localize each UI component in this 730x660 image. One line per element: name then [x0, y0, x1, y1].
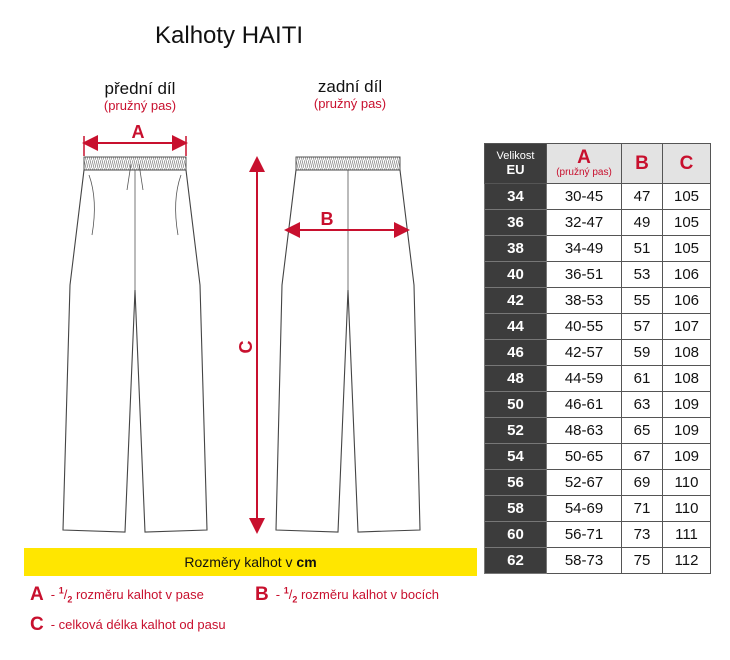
legend-c [30, 614, 226, 636]
a-cell: 50-65 [547, 444, 622, 470]
a-cell: 30-45 [547, 184, 622, 210]
size-row [485, 522, 711, 548]
b-cell: 51 [622, 236, 663, 262]
size-cell: 50 [485, 392, 547, 418]
dimension-b-label: B [320, 209, 334, 229]
size-cell: 38 [485, 236, 547, 262]
back-waistband [296, 157, 400, 170]
legend-a-prefix: - [50, 587, 59, 602]
a-cell: 46-61 [547, 392, 622, 418]
page-title: Kalhoty HAITI [155, 22, 304, 49]
header-a-sub: (pružný pas) [556, 167, 612, 178]
legend-b-half-num: 1 [283, 585, 289, 596]
a-cell: 38-53 [547, 288, 622, 314]
a-cell: 52-67 [547, 470, 622, 496]
back-pants-drawing [276, 157, 420, 532]
a-cell: 42-57 [547, 340, 622, 366]
front-pants-drawing [63, 157, 207, 532]
size-row [485, 236, 711, 262]
legend-b-key: B [255, 584, 269, 605]
back-view-title: zadní díl [317, 77, 383, 96]
front-view-title: přední díl [104, 79, 176, 98]
c-cell: 105 [663, 210, 711, 236]
units-unit: cm [296, 554, 317, 570]
size-cell: 34 [485, 184, 547, 210]
size-row [485, 392, 711, 418]
front-view-sublabel: (pružný pas) [103, 98, 177, 113]
size-row [485, 366, 711, 392]
size-cell: 48 [485, 366, 547, 392]
c-cell: 111 [663, 522, 711, 548]
a-cell: 58-73 [547, 548, 622, 574]
size-row [485, 340, 711, 366]
b-cell: 59 [622, 340, 663, 366]
b-cell: 61 [622, 366, 663, 392]
size-cell: 36 [485, 210, 547, 236]
legend-a-key: A [30, 584, 44, 605]
a-cell: 54-69 [547, 496, 622, 522]
legend-a: A - $^1/_2$ rozměru kalhot v pase [30, 584, 204, 605]
c-cell: 112 [663, 548, 711, 574]
dimension-a-label: A [131, 122, 145, 142]
legend-a-half-num: 1 [58, 585, 64, 596]
legend-a-half-den: 2 [67, 594, 73, 605]
a-cell: 34-49 [547, 236, 622, 262]
size-table-header [485, 144, 711, 184]
b-cell: 49 [622, 210, 663, 236]
b-cell: 47 [622, 184, 663, 210]
legend-b-text: rozměru kalhot v bocích [297, 587, 439, 602]
back-view-sublabel: (pružný pas) [313, 96, 387, 111]
size-cell: 40 [485, 262, 547, 288]
units-text: Rozměry kalhot v [184, 554, 297, 570]
c-cell: 109 [663, 392, 711, 418]
c-cell: 110 [663, 470, 711, 496]
header-size [485, 144, 547, 184]
size-row [485, 418, 711, 444]
size-row [485, 548, 711, 574]
size-row [485, 210, 711, 236]
c-cell: 106 [663, 262, 711, 288]
size-row [485, 496, 711, 522]
header-size-line1: Velikost [496, 150, 535, 162]
units-bar [24, 548, 477, 576]
c-cell: 108 [663, 366, 711, 392]
c-cell: 108 [663, 340, 711, 366]
header-size-line2: EU [506, 162, 525, 177]
size-cell: 46 [485, 340, 547, 366]
size-cell: 44 [485, 314, 547, 340]
a-cell: 56-71 [547, 522, 622, 548]
c-cell: 110 [663, 496, 711, 522]
header-a [547, 144, 622, 184]
size-row [485, 470, 711, 496]
header-b: B [622, 144, 663, 184]
size-table [484, 143, 711, 574]
size-row [485, 444, 711, 470]
a-cell: 32-47 [547, 210, 622, 236]
c-cell: 106 [663, 288, 711, 314]
size-cell: 54 [485, 444, 547, 470]
size-row [485, 262, 711, 288]
legend-c-key: C [30, 614, 44, 635]
a-cell: 40-55 [547, 314, 622, 340]
b-cell: 57 [622, 314, 663, 340]
b-cell: 69 [622, 470, 663, 496]
size-row [485, 314, 711, 340]
legend-c-text: - celková délka kalhot od pasu [50, 617, 226, 632]
dimension-c-label: C [236, 340, 256, 354]
b-cell: 75 [622, 548, 663, 574]
size-cell: 62 [485, 548, 547, 574]
b-cell: 67 [622, 444, 663, 470]
a-cell: 48-63 [547, 418, 622, 444]
b-cell: 53 [622, 262, 663, 288]
b-cell: 65 [622, 418, 663, 444]
c-cell: 105 [663, 236, 711, 262]
c-cell: 107 [663, 314, 711, 340]
size-cell: 56 [485, 470, 547, 496]
header-c: C [663, 144, 711, 184]
size-cell: 52 [485, 418, 547, 444]
size-cell: 60 [485, 522, 547, 548]
size-row [485, 184, 711, 210]
legend-b-half-den: 2 [292, 594, 298, 605]
b-cell: 55 [622, 288, 663, 314]
c-cell: 109 [663, 418, 711, 444]
b-cell: 71 [622, 496, 663, 522]
legend-b-prefix: - [275, 587, 284, 602]
c-cell: 105 [663, 184, 711, 210]
b-cell: 63 [622, 392, 663, 418]
c-cell: 109 [663, 444, 711, 470]
b-cell: 73 [622, 522, 663, 548]
legend-a-text: rozměru kalhot v pase [72, 587, 204, 602]
header-a-letter: A [577, 147, 591, 168]
size-row [485, 288, 711, 314]
a-cell: 44-59 [547, 366, 622, 392]
legend-b: B - $^1/_2$ rozměru kalhot v bocích [255, 584, 439, 605]
size-cell: 42 [485, 288, 547, 314]
a-cell: 36-51 [547, 262, 622, 288]
front-waistband [84, 157, 186, 170]
size-cell: 58 [485, 496, 547, 522]
